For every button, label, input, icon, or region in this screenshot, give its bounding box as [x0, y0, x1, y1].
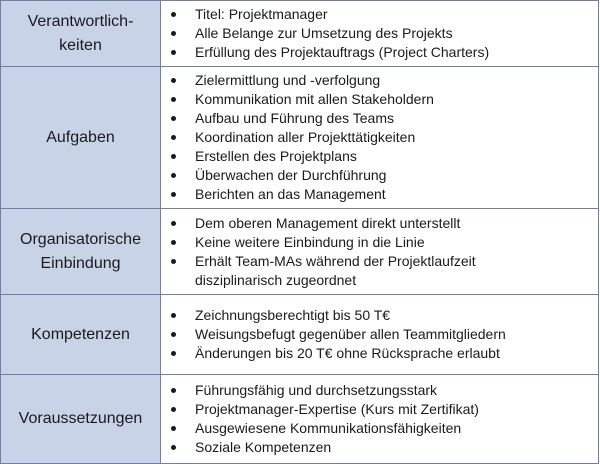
bullet-icon — [171, 31, 176, 36]
row-label-line: Voraussetzungen — [18, 410, 143, 427]
bullet-list — [161, 214, 598, 290]
list-item: Erhält Team-MAs während der Projektlaufzeit disziplinarisch zugeordnet — [169, 252, 598, 290]
bullet-list — [161, 71, 598, 204]
list-item: Soziale Kompetenzen — [169, 438, 598, 457]
table-row — [1, 375, 599, 464]
row-label-line: Aufgaben — [46, 128, 115, 146]
bullet-icon — [171, 240, 176, 245]
bullet-icon — [171, 221, 176, 226]
list-item: Änderungen bis 20 T€ ohne Rücksprache erlaubt — [169, 344, 598, 363]
bullet-icon — [171, 12, 176, 17]
list-item: Berichten an das Management — [169, 185, 598, 204]
bullet-icon — [171, 78, 176, 83]
bullet-icon — [171, 332, 176, 337]
list-item: Keine weitere Einbindung in die Linie — [169, 233, 598, 252]
list-item: Zeichnungsberechtigt bis 50 T€ — [169, 306, 598, 325]
table-row — [1, 1, 599, 67]
table-row — [1, 67, 599, 209]
table-row — [1, 209, 599, 295]
bullet-icon — [171, 154, 176, 159]
row-label-line: Kompetenzen — [31, 325, 130, 343]
list-item: Koordination aller Projekttätigkeiten — [169, 128, 598, 147]
bullet-list — [161, 381, 598, 457]
row-label-cell — [1, 209, 161, 295]
bullet-icon — [171, 116, 176, 121]
bullet-icon — [171, 135, 176, 140]
list-item: Kommunikation mit allen Stakeholdern — [169, 90, 598, 109]
bullet-icon — [171, 50, 176, 55]
row-label-cell — [1, 295, 161, 375]
bullet-icon — [171, 351, 176, 356]
list-item: Aufbau und Führung des Teams — [169, 109, 598, 128]
row-label-line: Organisatorische — [20, 230, 141, 248]
list-item: Führungsfähig und durchsetzungsstark — [169, 381, 598, 400]
row-label-cell — [1, 1, 161, 67]
list-item: Ausgewiesene Kommunikationsfähigkeiten — [169, 419, 598, 438]
bullet-icon — [171, 445, 176, 450]
bullet-list — [161, 5, 598, 62]
bullet-icon — [171, 192, 176, 197]
list-item: Titel: Projektmanager — [169, 5, 598, 24]
list-item: Dem oberen Management direkt unterstellt — [169, 214, 598, 233]
list-item: Erstellen des Projektplans — [169, 147, 598, 166]
row-content-cell — [161, 67, 599, 209]
bullet-icon — [171, 407, 176, 412]
bullet-icon — [171, 259, 176, 264]
bullet-icon — [171, 313, 176, 318]
list-item: Projektmanager-Expertise (Kurs mit Zertifikat) — [169, 400, 598, 419]
row-content-cell — [161, 209, 599, 295]
bullet-icon — [171, 426, 176, 431]
list-item: Alle Belange zur Umsetzung des Projekts — [169, 24, 598, 43]
row-label-cell — [1, 375, 161, 464]
row-label-line: Einbindung — [40, 254, 121, 272]
row-content-cell — [161, 295, 599, 375]
bullet-icon — [171, 173, 176, 178]
row-content-cell — [161, 1, 599, 67]
row-label-cell — [1, 67, 161, 209]
bullet-icon — [171, 97, 176, 102]
table-row — [1, 295, 599, 375]
row-content-cell — [161, 375, 599, 464]
bullet-list — [161, 306, 598, 363]
list-item: Zielermittlung und -verfolgung — [169, 71, 598, 90]
list-item: Überwachen der Durchführung — [169, 166, 598, 185]
row-label-line: keiten — [59, 36, 102, 54]
bullet-icon — [171, 388, 176, 393]
list-item: Weisungsbefugt gegenüber allen Teammitgliedern — [169, 325, 598, 344]
list-item: Erfüllung des Projektauftrags (Project Charters) — [169, 43, 598, 62]
row-label-line: Verantwortlich- — [27, 12, 134, 30]
